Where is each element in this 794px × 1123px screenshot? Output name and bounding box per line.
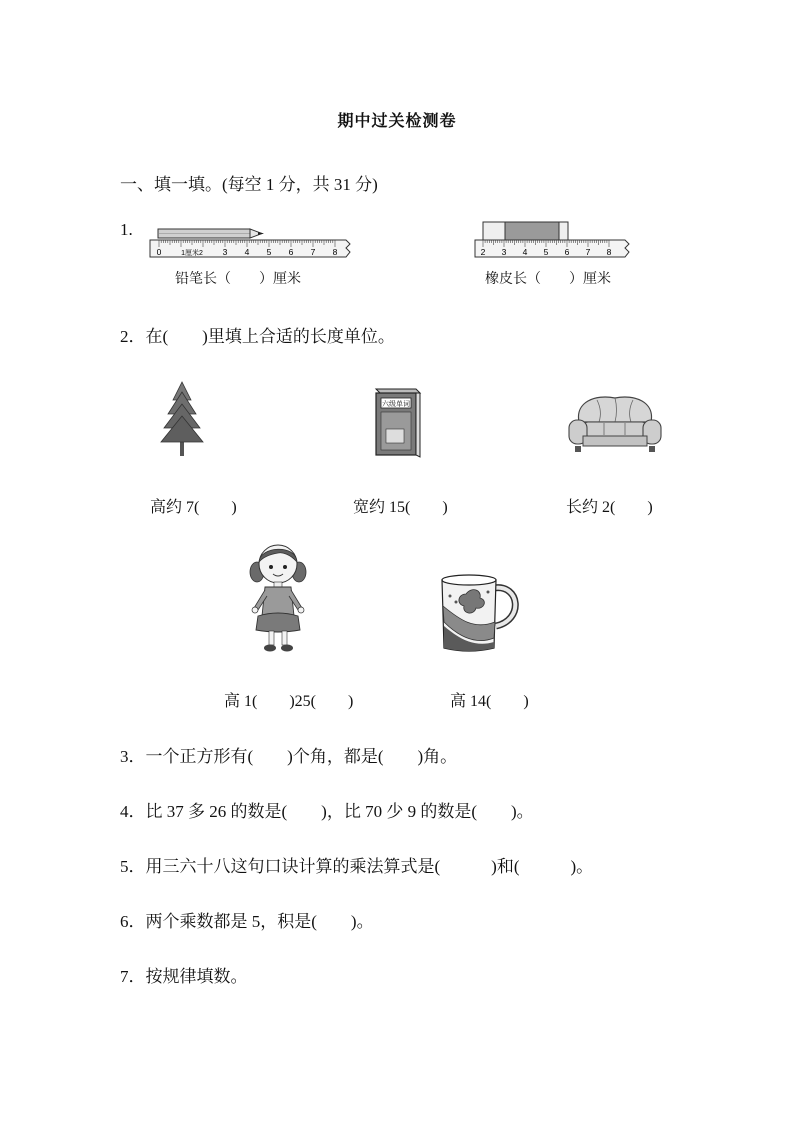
- sofa-caption: 长约 2( ): [566, 499, 653, 516]
- book-title: 六级单词: [382, 401, 410, 408]
- question-5: 5．用三六十八这句口诀计算的乘法算式是( )和( )。: [120, 857, 594, 876]
- pencil-length-caption: 铅笔长（ ）厘米: [175, 272, 301, 287]
- ruler-label: 0: [156, 247, 162, 257]
- ruler-label: 4: [522, 247, 528, 257]
- ruler-icon: [150, 240, 350, 257]
- tree-caption: 高约 7( ): [150, 499, 237, 516]
- ruler-label: 3: [222, 247, 228, 257]
- girl-caption: 高 1( )25( ): [224, 693, 354, 710]
- ruler-label: 8: [332, 247, 338, 257]
- section-heading: 一、填一填。(每空 1 分，共 31 分): [120, 175, 378, 194]
- mug-caption: 高 14( ): [450, 693, 529, 710]
- question-1-number: 1.: [120, 220, 133, 239]
- eraser-length-caption: 橡皮长（ ）厘米: [485, 272, 611, 287]
- book-caption: 宽约 15( ): [353, 499, 448, 516]
- ruler-label: 5: [266, 247, 272, 257]
- question-4: 4．比 37 多 26 的数是( )，比 70 少 9 的数是( )。: [120, 802, 534, 821]
- pencil-ruler-figure: [148, 222, 352, 264]
- mug-icon: [438, 572, 524, 656]
- question-3: 3．一个正方形有( )个角，都是( )角。: [120, 747, 458, 766]
- ruler-icon: [475, 240, 629, 257]
- ruler-label: 2: [480, 247, 486, 257]
- ruler-label: 4: [244, 247, 250, 257]
- ruler-label: 6: [288, 247, 294, 257]
- sofa-icon: [567, 392, 663, 456]
- question-2: 2．在( )里填上合适的长度单位。: [120, 327, 395, 346]
- ruler-label: 1厘米2: [181, 250, 203, 257]
- page-title: 期中过关检测卷: [337, 113, 457, 130]
- ruler-label: 7: [585, 247, 591, 257]
- question-7: 7．按规律填数。: [120, 967, 248, 986]
- ruler-label: 8: [606, 247, 612, 257]
- ruler-label: 7: [310, 247, 316, 257]
- question-6: 6．两个乘数都是 5，积是( )。: [120, 912, 374, 931]
- book-icon: [370, 385, 422, 459]
- pencil-icon: [158, 229, 264, 238]
- eraser-icon: [483, 222, 568, 241]
- ruler-label: 3: [501, 247, 507, 257]
- tree-icon: [158, 380, 206, 458]
- girl-icon: [244, 540, 312, 655]
- ruler-label: 6: [564, 247, 570, 257]
- ruler-label: 5: [543, 247, 549, 257]
- eraser-ruler-figure: [473, 218, 633, 264]
